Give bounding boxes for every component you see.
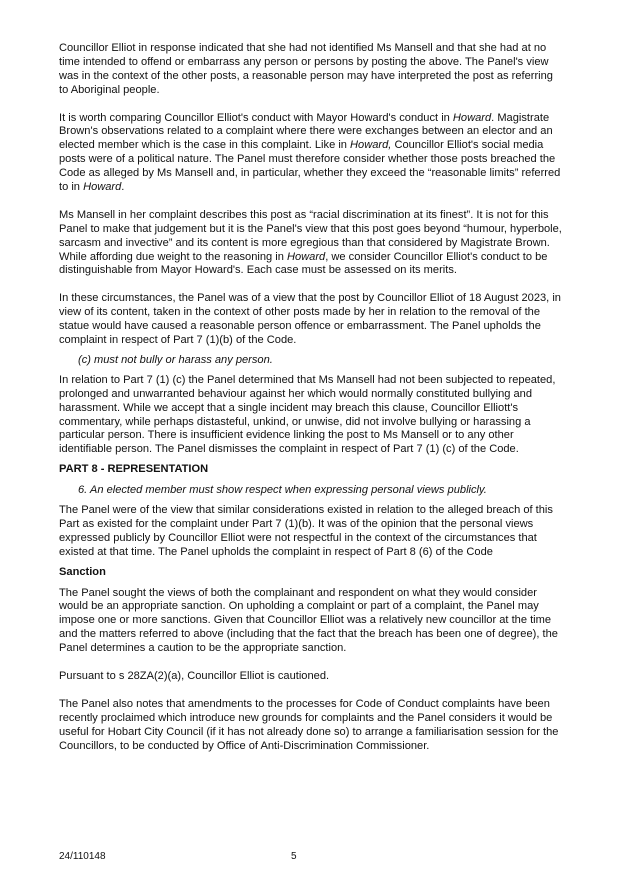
case-name: Howard — [83, 181, 122, 194]
part-8-heading: PART 8 - REPRESENTATION — [59, 463, 209, 476]
paragraph-sanction: The Panel sought the views of both the complainant and respondent on what they would consider would be an appropriate sanction. On upholding a complaint or part of a complaint, the Panel may impose one or more sanctions. Given that Councillor Elliot was a relatively new councillor at the time and the matters referred to above (including that the fact that the breach has been one of degree), the Panel determines a caution to be the appropriate sanction. — [59, 586, 558, 655]
text-run: It is worth comparing Councillor Elliot's conduct with Mayor Howard's conduct in — [59, 111, 453, 124]
case-name: Howard — [452, 111, 492, 124]
case-name: Howard, — [350, 139, 392, 152]
document-body — [59, 42, 563, 767]
case-name: Howard — [286, 250, 326, 263]
paragraph-part-7-1-c: In relation to Part 7 (1) (c) the Panel determined that Ms Mansell had not been subjected to repeated, prolonged and unwarranted behaviour against her which would normally constituted bullying and harassment. While we accept that a single incident may breach this clause, Councillor Elliott's commentary, while perhaps distasteful, unkind, or unwise, did not involve bullying or harassing a particular person. There is insufficient evidence linking the post to Ms Mansell or to any other identifiable person. The Panel dismisses the complaint in respect of Part 7 (1) (c) of the Code. — [59, 373, 556, 456]
paragraph-part-8-finding: The Panel were of the view that similar considerations existed in relation to the alleged breach of this Part as existed for the complaint under Part 7 (1)(b). It was of the opinion that the personal views expressed publicly by Councillor Elliot were not respectful in the context of the circumstances that existed at that time. The Panel upholds the complaint in respect of Part 8 (6) of the Code — [59, 504, 553, 558]
paragraph-elliot-response: Councillor Elliot in response indicated that she had not identified Ms Mansell and that she had at no time intended to offend or embarrass any person or persons by posting the above. The Panel's view was in the context of the other posts, a reasonable person may have interpreted the post as referring to Aboriginal people. — [59, 42, 553, 96]
text-run: Councillor Elliot's social media posts were of a political nature. The Panel must therefore consider whether those posts breached the Code as alleged by Ms Mansell and, in particular, whether they exceed the “reasonable limits” referred to in — [59, 139, 561, 194]
text-run: Ms Mansell in her complaint describes this post as “racial discrimination at its finest”. It is not for this Panel to make that judgement but it is the Panel's view that this post goes beyond “humour, hyperbole, sarcasm and invective” and its content is more egregious than that considered by Magistrate Brown. While affording due weight to the reasoning in — [59, 208, 562, 263]
paragraph-panel-upholds-7-1-b: In these circumstances, the Panel was of a view that the post by Councillor Elliot of 18 August 2023, in view of its content, taken in the context of other posts made by her in relation to the removal of the statue would have caused a reasonable person offence or embarrassment. The Panel upholds the complaint in respect of Part 7 (1)(b) of the Code. — [59, 292, 561, 346]
clause-6: 6. An elected member must show respect when expressing personal views publicly. — [78, 484, 487, 497]
text-run: . — [121, 181, 125, 194]
paragraph-caution: Pursuant to s 28ZA(2)(a), Councillor Elliot is cautioned. — [59, 670, 330, 682]
document-reference: 24/110148 — [59, 851, 106, 862]
sanction-heading: Sanction — [59, 565, 106, 578]
paragraph-familiarisation: The Panel also notes that amendments to the processes for Code of Conduct complaints have been recently proclaimed which introduce new grounds for complaints and the Panel considers it would be useful for Hobart City Council (if it has not already done so) to arrange a familiarisation session for the Councillors, to be conducted by Office of Anti-Discrimination Commissioner. — [59, 697, 559, 752]
paragraph-mansell-complaint — [59, 209, 563, 279]
paragraph-howard-comparison — [59, 112, 563, 195]
page-number: 5 — [291, 851, 297, 862]
text-run: , we consider Councillor Elliot's conduct to be distinguishable from Mayor Howard's. Each case must be assessed on its merits. — [59, 250, 548, 277]
text-run: . Magistrate Brown's observations related to a complaint where there were exchanges between an elector and an elected member which is the case in this complaint. Like in — [59, 111, 553, 152]
clause-c: (c) must not bully or harass any person. — [78, 353, 273, 366]
